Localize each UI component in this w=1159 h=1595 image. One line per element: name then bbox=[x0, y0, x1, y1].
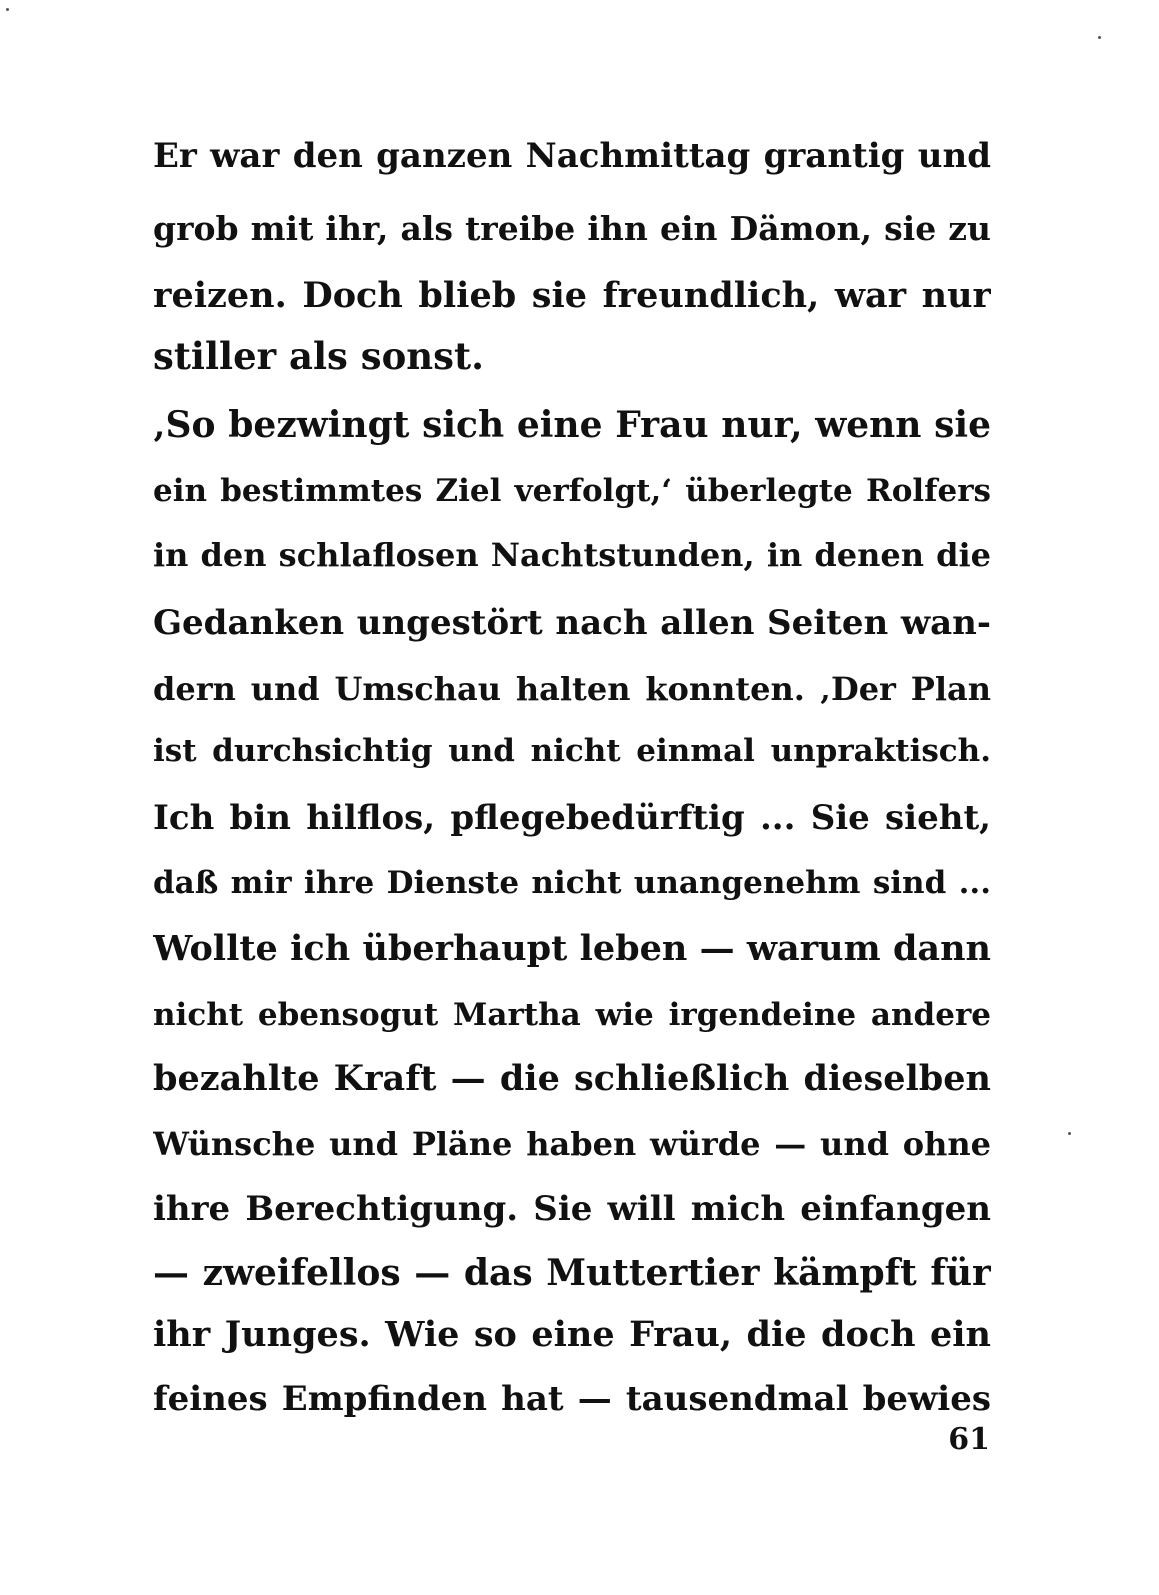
text-line: Er war den ganzen Nachmittag grantig und bbox=[153, 136, 991, 176]
text-line: Wollte ich überhaupt leben — warum dann bbox=[153, 928, 991, 969]
scan-speck bbox=[6, 8, 9, 11]
text-line: bezahlte Kraft — die schließlich dieselben bbox=[153, 1058, 991, 1099]
text-line: — zweifellos — das Muttertier kämpft für bbox=[153, 1252, 991, 1294]
text-line: in den schlaflosen Nachtstunden, in denen die bbox=[153, 536, 991, 574]
text-line: daß mir ihre Dienste nicht unangenehm sind ... bbox=[153, 865, 991, 901]
text-line: ist durchsichtig und nicht einmal unpraktisch. bbox=[153, 733, 991, 769]
scan-speck bbox=[1068, 1132, 1071, 1135]
text-line: ihre Berechtigung. Sie will mich einfangen bbox=[153, 1189, 991, 1229]
text-line: reizen. Doch blieb sie freundlich, war nur bbox=[153, 275, 991, 316]
scan-speck bbox=[1098, 36, 1101, 39]
text-line: nicht ebensogut Martha wie irgendeine andere bbox=[153, 997, 991, 1033]
text-line: ihr Junges. Wie so eine Frau, die doch ein bbox=[153, 1314, 991, 1355]
text-line: feines Empfinden hat — tausendmal bewies bbox=[153, 1379, 991, 1419]
text-line: ‚So bezwingt sich eine Frau nur, wenn sie bbox=[153, 404, 991, 446]
text-line: ein bestimmtes Ziel verfolgt,‘ überlegte Rolfers bbox=[153, 473, 991, 509]
text-line: dern und Umschau halten konnten. ‚Der Plan bbox=[153, 670, 991, 708]
text-line: Wünsche und Pläne haben würde — und ohne bbox=[153, 1125, 991, 1163]
page-number: 61 bbox=[948, 1422, 990, 1457]
text-line: Ich bin hilflos, pflegebedürftig ... Sie sieht, bbox=[153, 798, 991, 838]
text-line: grob mit ihr, als treibe ihn ein Dämon, sie zu bbox=[153, 209, 991, 248]
text-line: stiller als sonst. bbox=[153, 334, 484, 378]
text-line: Gedanken ungestört nach allen Seiten wan- bbox=[153, 603, 991, 643]
